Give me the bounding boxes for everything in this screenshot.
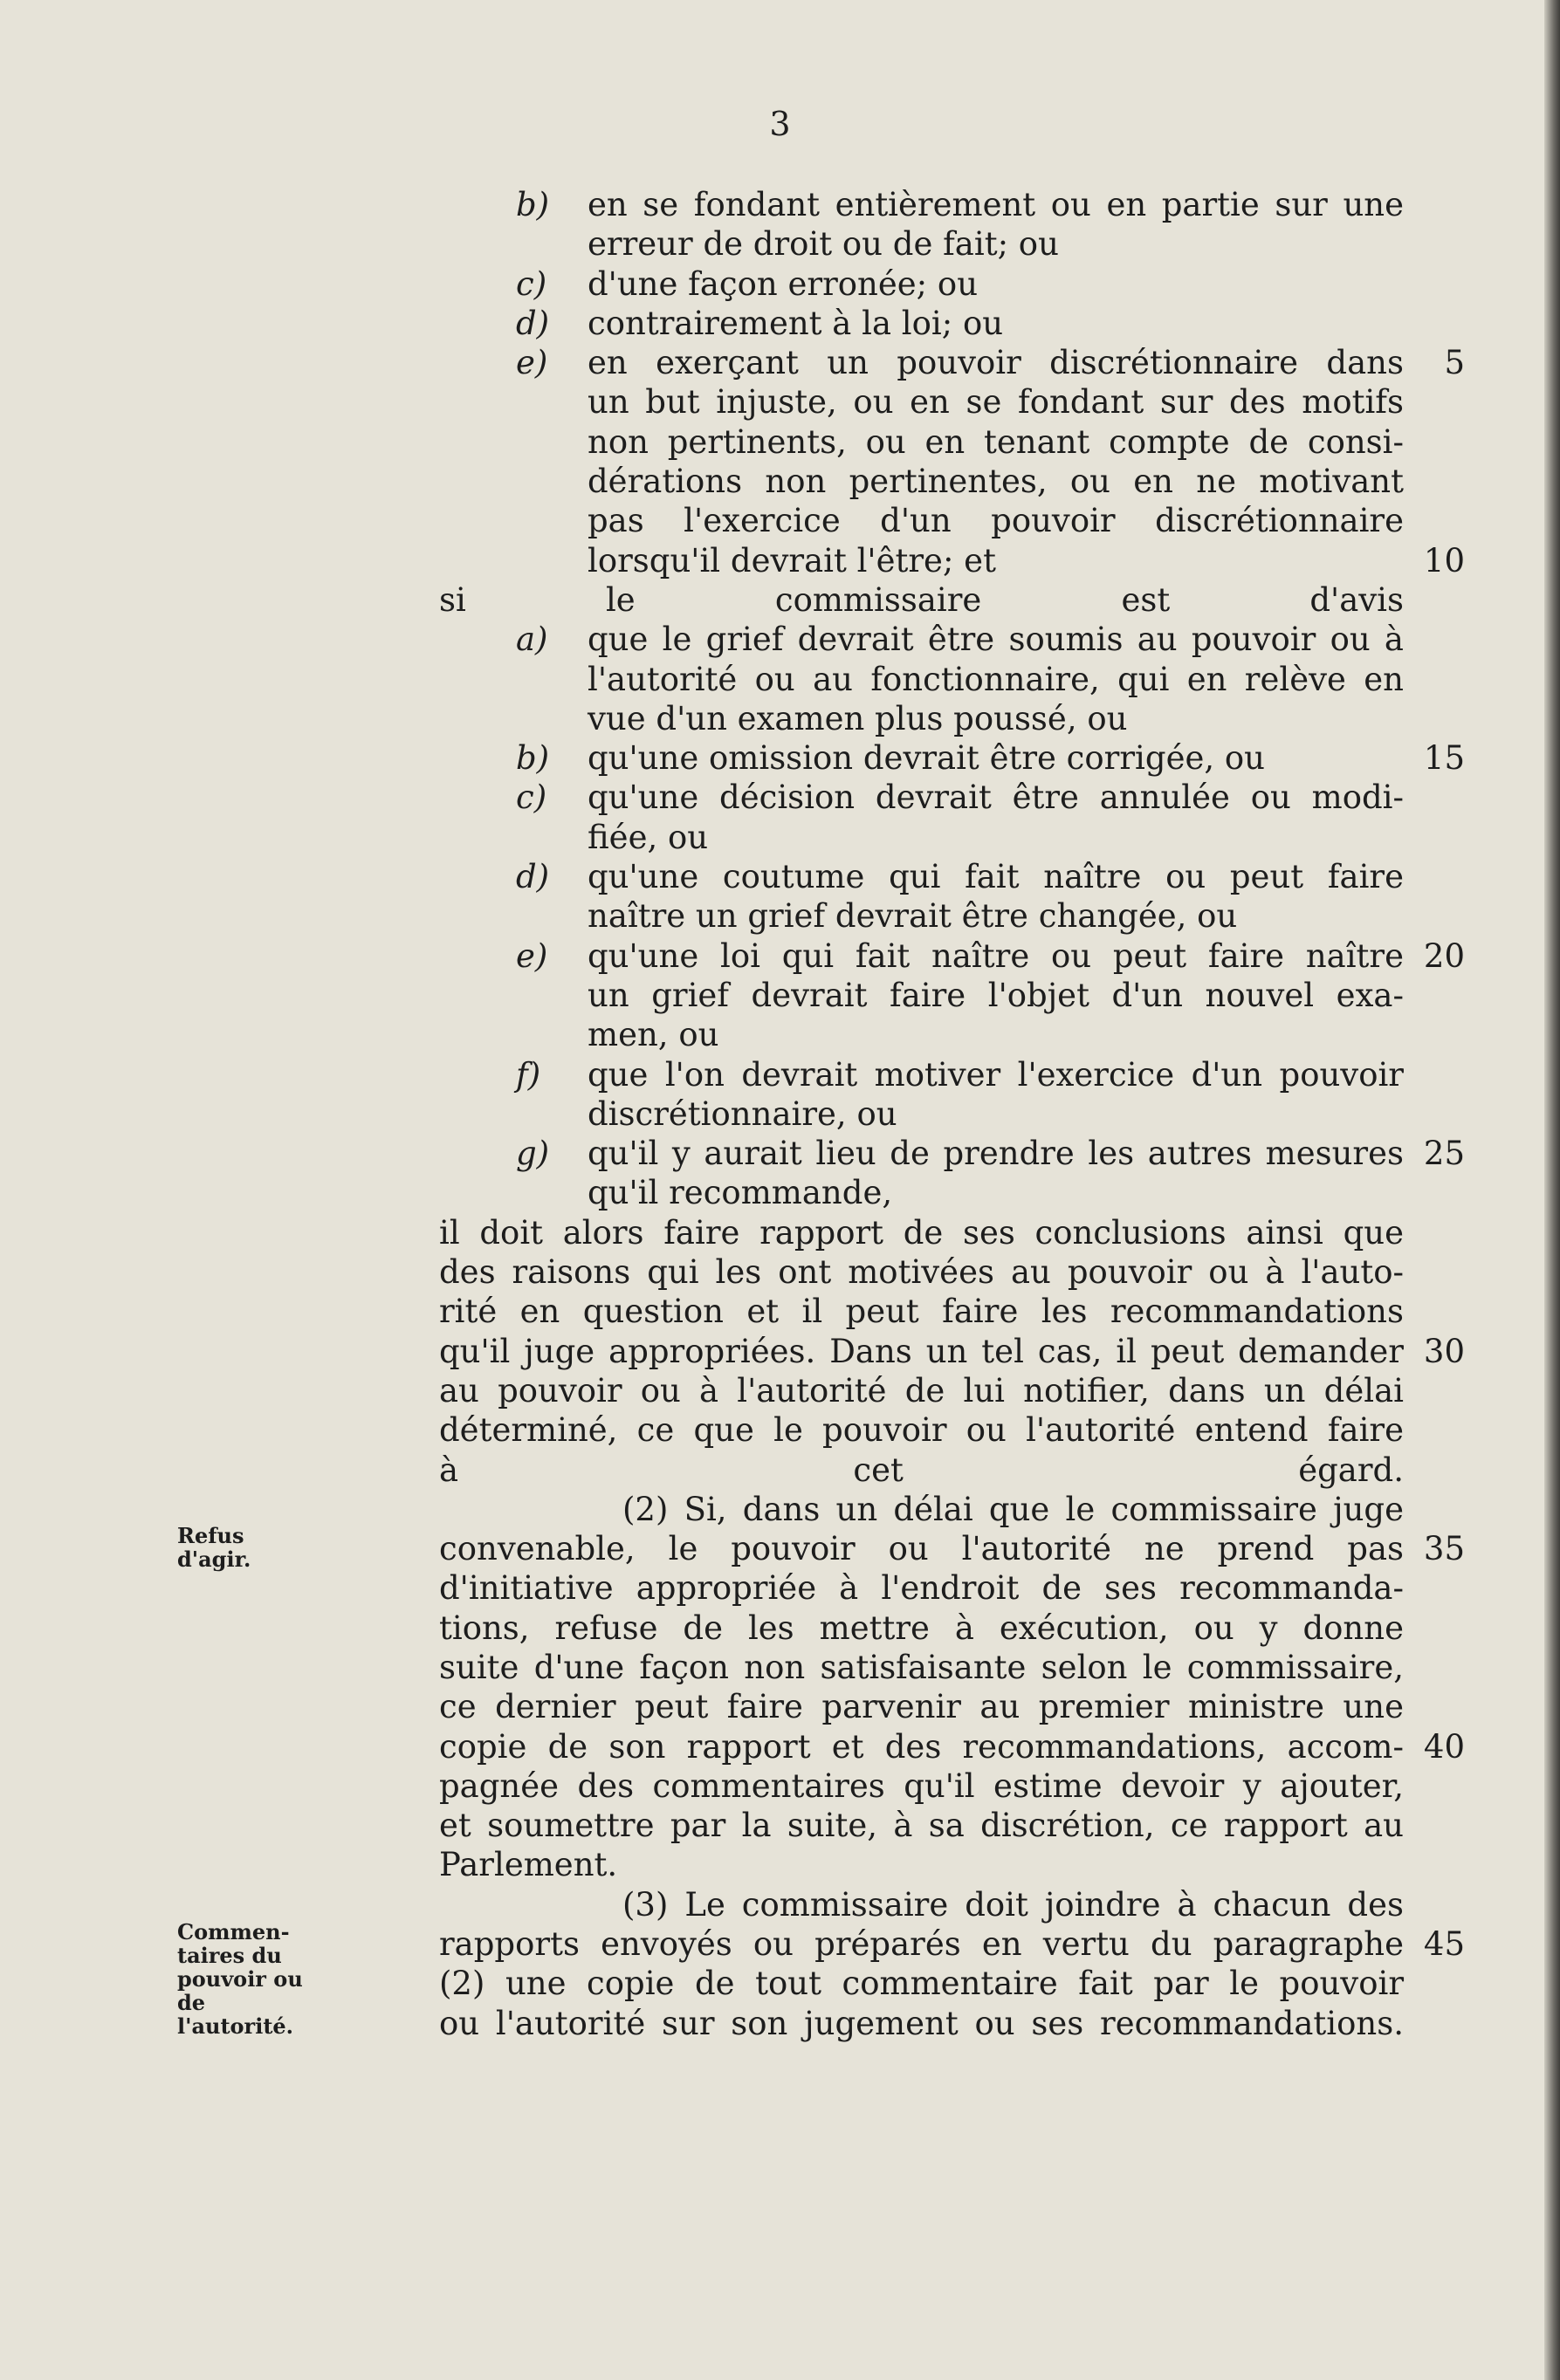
page-number: 3 [769, 105, 791, 143]
item-text: pas l'exercice d'un pouvoir discrétionnaire [588, 502, 1404, 540]
body-text: déterminé, ce que le pouvoir ou l'autorité entend faire [439, 1411, 1404, 1450]
line-number: 15 [1423, 739, 1465, 778]
body-text: rité en question et il peut faire les recommandations [439, 1293, 1404, 1331]
item-label: e) [516, 344, 548, 382]
body-text: suite d'une façon non satisfaisante selon le commissaire, [439, 1648, 1404, 1686]
book-page-edge [1544, 0, 1560, 2380]
margin-note-refus-dagir: Refus d'agir. [177, 1523, 251, 1572]
body-text: convenable, le pouvoir ou l'autorité ne prend pas [439, 1530, 1404, 1568]
item-text: contrairement à la loi; ou [588, 304, 1004, 342]
item-text: qu'une omission devrait être corrigée, ou [588, 739, 1265, 778]
text-line [439, 1648, 1404, 1687]
text-line [439, 1451, 1404, 1490]
body-text: et soumettre par la suite, à sa discrétion, ce rapport au [439, 1807, 1404, 1845]
text-line [439, 1529, 1465, 1568]
item-text: non pertinents, ou en tenant compte de consi- [588, 422, 1404, 461]
item-label: c) [516, 778, 547, 817]
text-line [439, 304, 1404, 343]
text-line [439, 1055, 1404, 1094]
text-line [439, 699, 1404, 738]
item-label: f) [516, 1055, 541, 1094]
text-line [439, 1410, 1404, 1450]
item-label: g) [516, 1135, 550, 1173]
line-number: 30 [1423, 1332, 1465, 1370]
item-text: lorsqu'il devrait l'être; et [588, 541, 996, 580]
body-text: à cet égard. [439, 1451, 1404, 1489]
text-line [439, 462, 1404, 501]
item-text: vue d'un examen plus poussé, ou [588, 699, 1128, 737]
item-text: qu'il recommande, [588, 1174, 893, 1212]
text-line [439, 1371, 1404, 1410]
item-text: dérations non pertinentes, ou en ne motivant [588, 463, 1404, 501]
text-line [439, 660, 1404, 699]
item-label: e) [516, 936, 548, 975]
text-line [439, 1292, 1404, 1331]
line-number: 10 [1423, 541, 1465, 580]
line-number: 40 [1423, 1727, 1465, 1766]
text-line [439, 896, 1404, 936]
statute-text [439, 185, 1465, 2043]
item-text: qu'une coutume qui fait naître ou peut faire [588, 858, 1404, 896]
item-label: b) [516, 739, 550, 778]
text-line [439, 224, 1404, 264]
item-text: que le grief devrait être soumis au pouvoir ou à [588, 621, 1404, 659]
text-line [439, 1687, 1404, 1726]
item-text: erreur de droit ou de fait; ou [588, 225, 1059, 264]
line-number: 45 [1423, 1925, 1465, 1964]
text-line [439, 541, 1465, 580]
item-label: c) [516, 264, 547, 303]
body-text: ou l'autorité sur son jugement ou ses recommandations. [439, 2004, 1404, 2042]
item-text: en se fondant entièrement ou en partie sur une [588, 186, 1404, 223]
item-text: qu'il y aurait lieu de prendre les autres mesures [588, 1135, 1404, 1173]
text-line [439, 1252, 1404, 1292]
line-number: 25 [1423, 1135, 1465, 1173]
body-text: Parlement. [439, 1846, 618, 1884]
body-text: pagnée des commentaires qu'il estime devoir y ajouter, [439, 1766, 1404, 1805]
text-line [439, 976, 1404, 1015]
text-line [439, 1490, 1404, 1529]
text-line [439, 1964, 1404, 2003]
text-line [439, 778, 1404, 817]
text-line [439, 580, 1404, 620]
item-text: d'une façon erronée; ou [588, 264, 979, 303]
body-text: ce dernier peut faire parvenir au premier ministre une [439, 1688, 1404, 1726]
body-text: (2) une copie de tout commentaire fait par le pouvoir [439, 1965, 1404, 2003]
text-line [439, 1727, 1465, 1766]
item-label: d) [516, 304, 550, 342]
text-line [439, 343, 1465, 382]
body-text: des raisons qui les ont motivées au pouvoir ou à l'auto- [439, 1253, 1404, 1292]
text-line [439, 1845, 1404, 1884]
text-line [439, 936, 1465, 976]
text-line [439, 501, 1404, 540]
text-line [439, 1885, 1404, 1924]
text-line [439, 1134, 1465, 1173]
line-number: 20 [1423, 936, 1465, 975]
text-line [439, 1332, 1465, 1371]
item-text: qu'une décision devrait être annulée ou modi- [588, 778, 1404, 817]
text-line [439, 264, 1404, 304]
text-line [439, 1568, 1404, 1608]
text-line [439, 1806, 1404, 1845]
item-text: un but injuste, ou en se fondant sur des motifs [588, 383, 1404, 422]
item-text: l'autorité ou au fonctionnaire, qui en relève en [588, 660, 1404, 698]
item-label: b) [516, 186, 550, 223]
text-line [439, 2004, 1404, 2043]
item-text: un grief devrait faire l'objet d'un nouvel exa- [588, 976, 1404, 1014]
item-text: en exerçant un pouvoir discrétionnaire dans [588, 344, 1404, 382]
text-line [439, 1173, 1404, 1212]
text-line [439, 422, 1404, 462]
body-text: qu'il juge appropriées. Dans un tel cas, il peut demander [439, 1332, 1404, 1370]
text-line [439, 857, 1404, 896]
text-line [439, 620, 1404, 659]
text-line [439, 1608, 1404, 1648]
body-text: il doit alors faire rapport de ses conclusions ainsi que [439, 1213, 1404, 1252]
text-line [439, 1015, 1404, 1054]
body-text: (3) Le commissaire doit joindre à chacun des [622, 1885, 1404, 1924]
body-text: tions, refuse de les mettre à exécution, ou y donne [439, 1608, 1404, 1647]
item-text: que l'on devrait motiver l'exercice d'un pouvoir [588, 1055, 1404, 1094]
text-line [439, 185, 1404, 224]
body-text: si le commissaire est d'avis [439, 580, 1404, 619]
text-line [439, 1766, 1404, 1806]
body-text: au pouvoir ou à l'autorité de lui notifier, dans un délai [439, 1371, 1404, 1409]
text-line [439, 1924, 1465, 1964]
body-text: rapports envoyés ou préparés en vertu du paragraphe [439, 1925, 1404, 1964]
item-text: men, ou [588, 1016, 719, 1054]
text-line [439, 818, 1404, 857]
body-text: (2) Si, dans un délai que le commissaire juge [622, 1490, 1404, 1528]
item-text: discrétionnaire, ou [588, 1094, 897, 1133]
body-text: copie de son rapport et des recommandations, accom- [439, 1727, 1404, 1766]
item-label: a) [516, 621, 548, 659]
line-number: 5 [1444, 344, 1465, 382]
item-text: naître un grief devrait être changée, ou [588, 897, 1238, 936]
item-text: qu'une loi qui fait naître ou peut faire naître [588, 936, 1404, 975]
margin-note-commentaires: Commen- taires du pouvoir ou de l'autorité. [177, 1919, 303, 2039]
body-text: d'initiative appropriée à l'endroit de ses recommanda- [439, 1569, 1404, 1608]
text-line [439, 738, 1465, 778]
text-line [439, 1213, 1404, 1252]
item-label: d) [516, 858, 550, 896]
text-line [439, 382, 1404, 422]
item-text: fiée, ou [588, 818, 709, 856]
text-line [439, 1094, 1404, 1134]
line-number: 35 [1423, 1530, 1465, 1568]
